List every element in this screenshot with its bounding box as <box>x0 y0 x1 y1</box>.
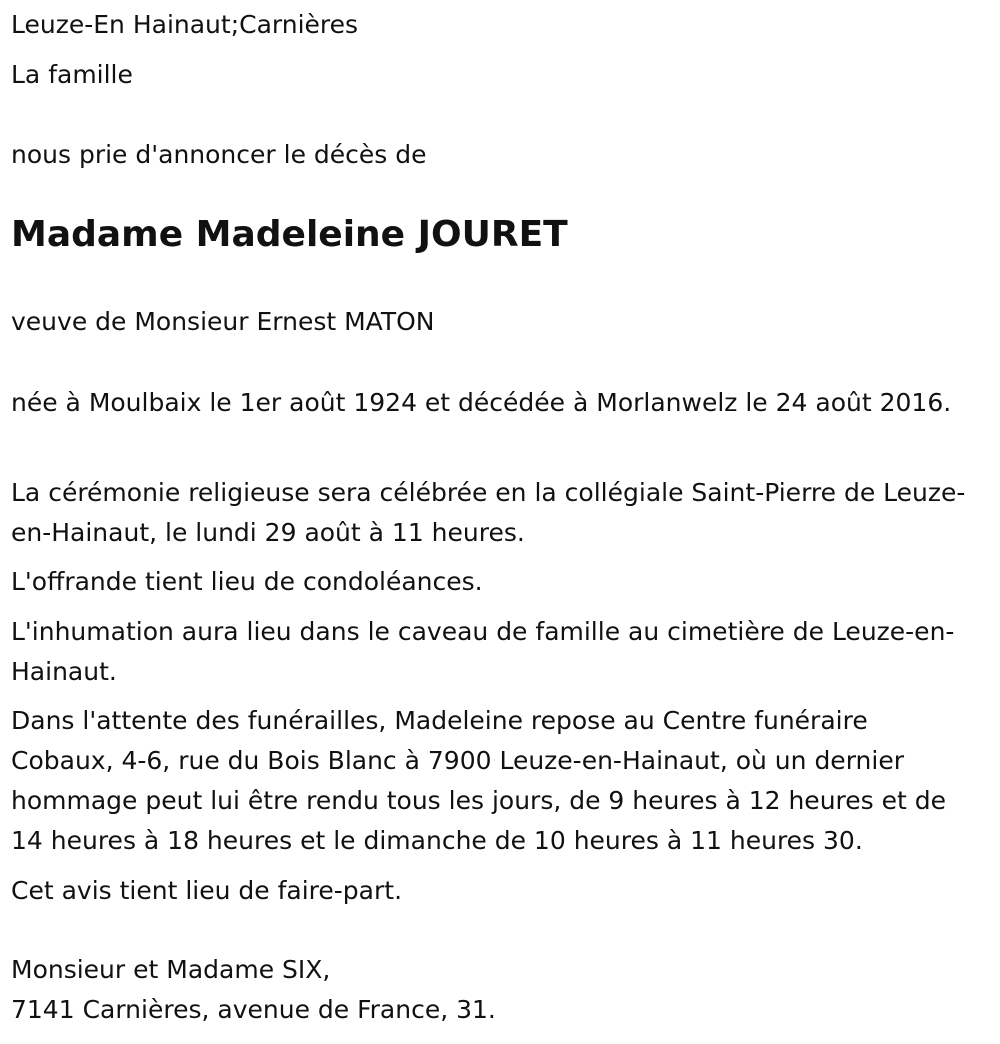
offering-paragraph: L'offrande tient lieu de condoléances. <box>11 567 483 596</box>
notice-paragraph: Cet avis tient lieu de faire-part. <box>11 876 403 905</box>
deceased-name: Madame Madeleine JOURET <box>11 214 568 255</box>
contact-names: Monsieur et Madame SIX, <box>11 955 331 984</box>
viewing-paragraph: Dans l'attente des funérailles, Madeleine repose au Centre funéraire Cobaux, 4-6, rue du Bois Blanc à 7900 Leuze-en-Hainaut, où un dernier hommage peut lui être rendu tous les jours, de 9 heures à 12 heures et de 14 heures à 18 heures et le dimanche de 10 heures à 11 heures 30. <box>11 706 946 855</box>
birth-death-paragraph: née à Moulbaix le 1er août 1924 et décédée à Morlanwelz le 24 août 2016. <box>11 388 952 417</box>
burial-paragraph: L'inhumation aura lieu dans le caveau de famille au cimetière de Leuze-en-Hainaut. <box>11 617 955 686</box>
ceremony-paragraph: La cérémonie religieuse sera célébrée en la collégiale Saint-Pierre de Leuze-en-Hainaut, le lundi 29 août à 11 heures. <box>11 478 966 547</box>
header-family: La famille <box>11 60 133 89</box>
header-location: Leuze-En Hainaut;Carnières <box>11 10 359 39</box>
contact-address: 7141 Carnières, avenue de France, 31. <box>11 995 496 1024</box>
announcement-intro: nous prie d'annoncer le décès de <box>11 140 427 169</box>
spouse-line: veuve de Monsieur Ernest MATON <box>11 307 435 336</box>
